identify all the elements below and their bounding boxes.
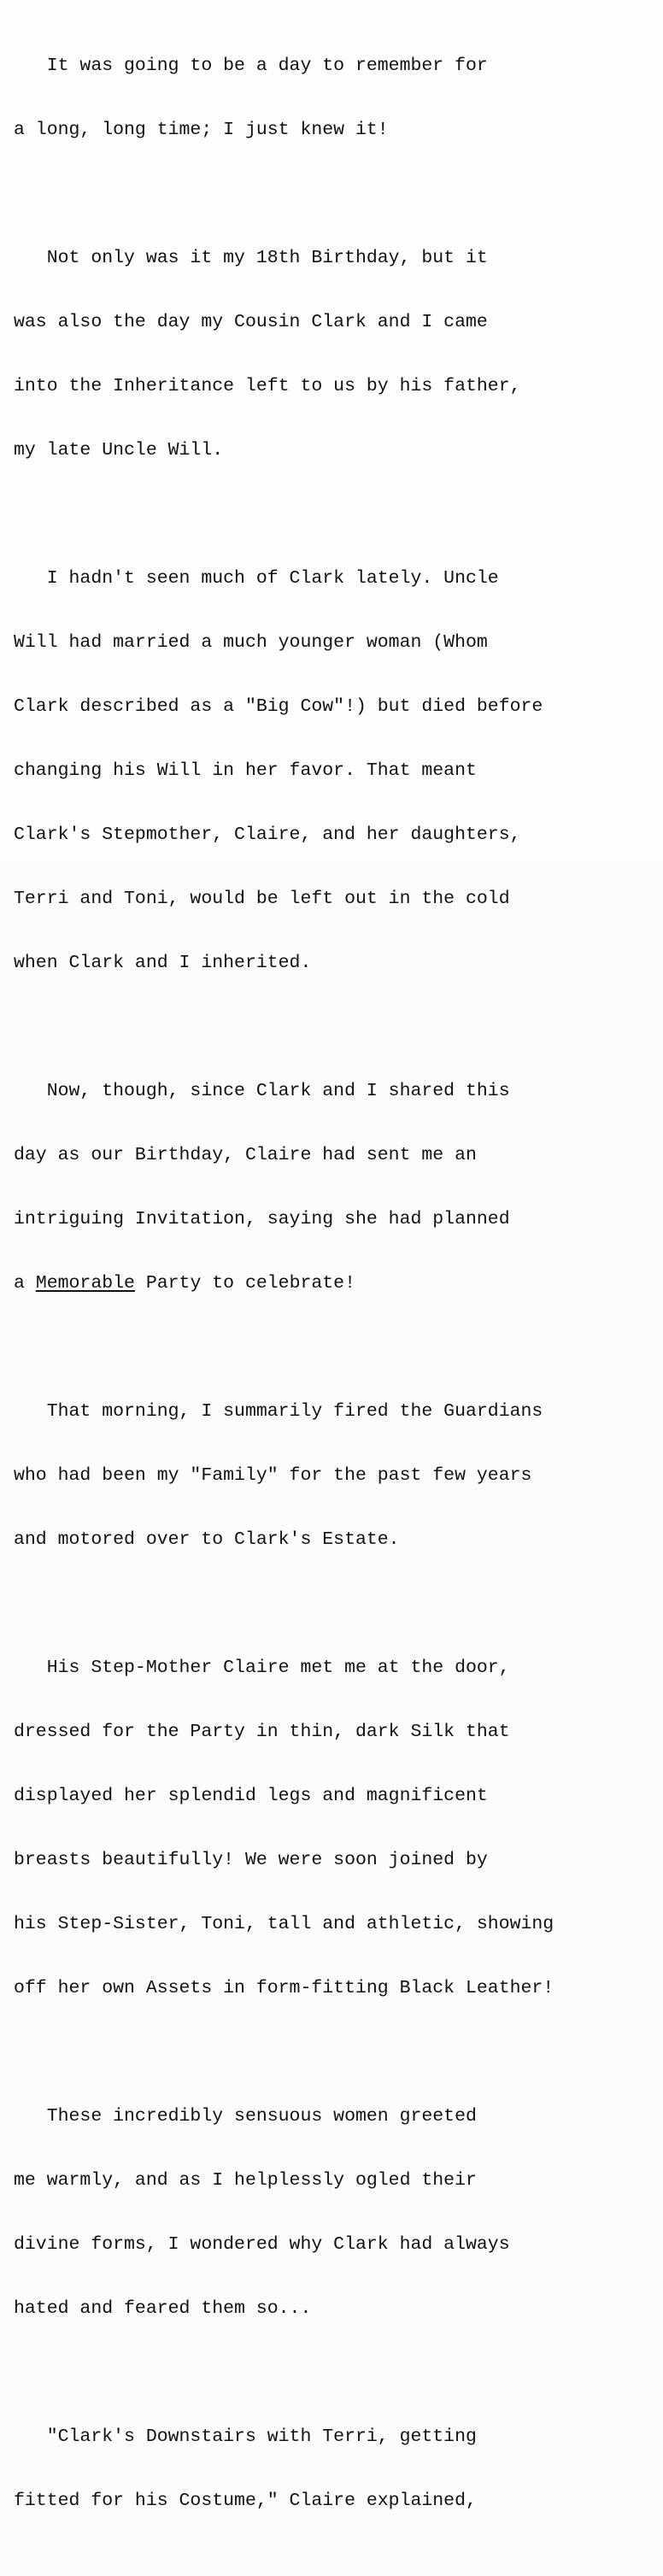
paragraph	[14, 1358, 654, 1593]
text-line: his Step-Sister, Toni, tall and athletic, showing	[14, 1914, 554, 1934]
text-line: fitted for his Costume," Claire explained,	[14, 2491, 477, 2511]
paragraph	[14, 13, 654, 184]
text-line: His Step-Mother Claire met me at the door,	[14, 1658, 510, 1678]
text-line: "Clark's Downstairs with Terri, getting	[14, 2426, 477, 2447]
text-line: dressed for the Party in thin, dark Silk that	[14, 1722, 510, 1742]
text-line: me warmly, and as I helplessly ogled their	[14, 2170, 477, 2191]
text-line: who had been my "Family" for the past few years	[14, 1465, 532, 1486]
text-line: a long, long time; I just knew it!	[14, 120, 389, 140]
text-fragment: Party to celebrate!	[134, 1273, 355, 1294]
text-fragment: a	[14, 1273, 36, 1294]
text-line: It was going to be a day to remember for	[14, 56, 488, 76]
text-line: day as our Birthday, Claire had sent me an	[14, 1145, 477, 1165]
text-line: into the Inheritance left to us by his father,	[14, 376, 521, 396]
paragraph	[14, 2063, 654, 2362]
text-line: Clark described as a "Big Cow"!) but died before	[14, 696, 543, 717]
text-line: Clark's Stepmother, Claire, and her daughters,	[14, 824, 521, 845]
paragraph	[14, 525, 654, 1017]
text-line: breasts beautifully! We were soon joined by	[14, 1850, 488, 1870]
paragraph	[14, 205, 654, 504]
text-line: These incredibly sensuous women greeted	[14, 2106, 477, 2127]
text-line: Will had married a much younger woman (Whom	[14, 632, 488, 653]
text-line: That morning, I summarily fired the Guardians	[14, 1401, 543, 1422]
text-line: hated and feared them so...	[14, 2298, 312, 2319]
document-body	[14, 13, 654, 2576]
text-line: when Clark and I inherited.	[14, 953, 312, 973]
text-line	[14, 1273, 654, 1294]
paragraph	[14, 2384, 654, 2555]
text-line: displayed her splendid legs and magnificent	[14, 1786, 488, 1806]
text-line: off her own Assets in form-fitting Black Leather!	[14, 1978, 554, 1998]
text-line: changing his Will in her favor. That meant	[14, 760, 477, 781]
text-line: divine forms, I wondered why Clark had always	[14, 2234, 510, 2255]
text-line: I hadn't seen much of Clark lately. Uncle	[14, 568, 499, 589]
text-line: was also the day my Cousin Clark and I came	[14, 312, 488, 332]
underlined-word: Memorable	[35, 1273, 135, 1294]
paragraph	[14, 1615, 654, 2042]
text-line: Now, though, since Clark and I shared this	[14, 1081, 510, 1101]
text-line: Not only was it my 18th Birthday, but it	[14, 248, 488, 268]
paragraph	[14, 1038, 654, 1337]
text-line: my late Uncle Will.	[14, 440, 224, 461]
text-line: and motored over to Clark's Estate.	[14, 1529, 400, 1550]
text-line: Terri and Toni, would be left out in the cold	[14, 889, 510, 909]
text-line: intriguing Invitation, saying she had planned	[14, 1209, 510, 1229]
